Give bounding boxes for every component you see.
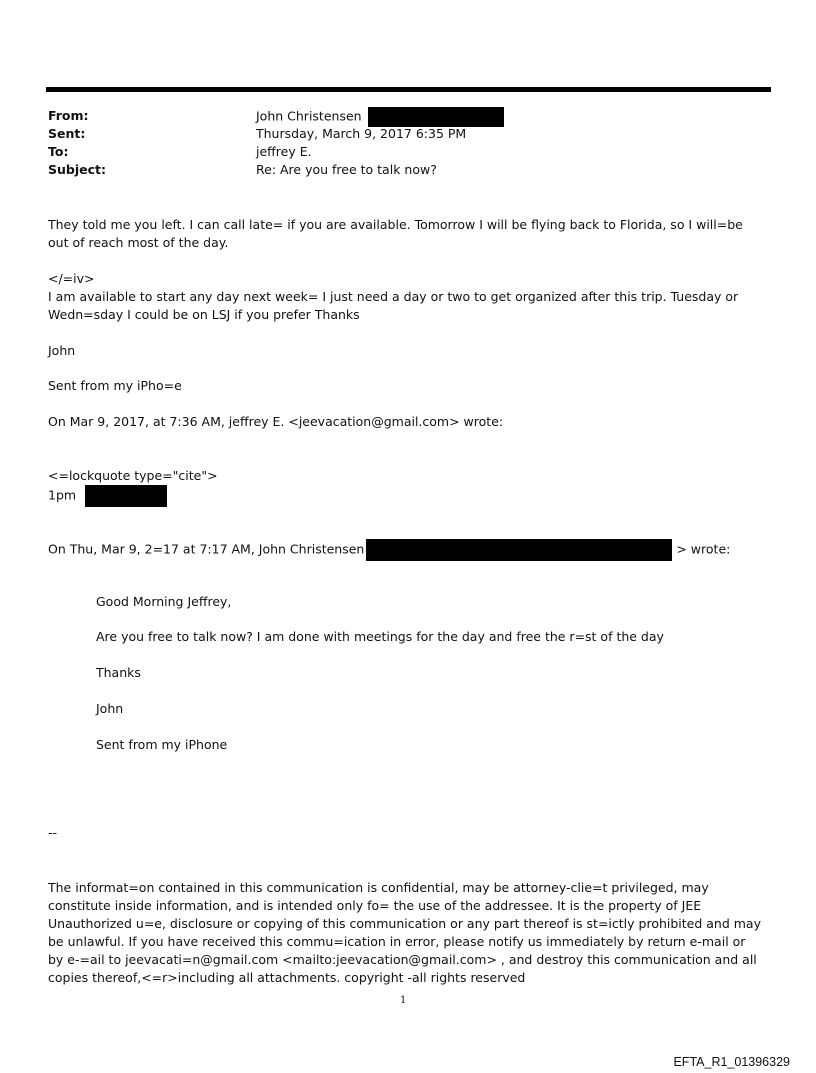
from-label: From: [48,108,89,123]
email-header [48,107,768,182]
inner-quote-intro [48,539,758,561]
to-label: To: [48,144,69,159]
quoted-sent-from: Sent from my iPhone [96,737,228,752]
to-value: jeffrey E. [256,144,312,159]
signature-dashes: -- [48,825,58,840]
from-value [256,107,504,127]
sent-label: Sent: [48,126,86,141]
blockquote-tag-text: <=lockquote type="cite"> [48,468,218,483]
sender-name: John Christensen [256,108,362,124]
div-tag-text: </=iv> [48,271,95,286]
redaction-box [368,107,504,127]
signoff: John [48,343,76,358]
time-line [48,485,758,507]
header-rule [46,87,771,92]
quote-intro: On Mar 9, 2017, at 7:36 AM, jeffrey E. <jeevacation@gmail.com> wrote: [48,414,504,429]
quoted-thanks: Thanks [96,665,141,680]
page-number: 1 [400,995,407,1006]
sent-from-line: Sent from my iPho=e [48,378,182,393]
quoted-greeting: Good Morning Jeffrey, [96,594,232,609]
quoted-name: John [96,701,124,716]
body-paragraph-1: They told me you left. I can call late= if you are available. Tomorrow I will be flying back to Florida, so I will=be out of reach most of the day. [48,217,743,250]
sent-value: Thursday, March 9, 2017 6:35 PM [256,126,467,141]
quoted-question: Are you free to talk now? I am done with meetings for the day and free the r=st of the day [96,629,664,644]
time-text: 1pm [48,487,77,503]
bates-number: EFTA_R1_01396329 [673,1055,790,1069]
inner-intro-suffix: > wrote: [676,541,731,557]
redaction-box [366,539,672,561]
redaction-box [85,485,167,507]
confidentiality-disclaimer: The informat=on contained in this communication is confidential, may be attorney-clie=t privileged, may constitute inside information, and is intended only fo= the use of the addressee. It is the property of JEE Unauthorized u=e, disclosure or copying of this communication or any part thereof is st=ictly prohibited and may be unlawful. If you have received this commu=ication in error, please notify us immediately by return e-mail or by e-=ail to jeevacati=n@gmail.com <mailto:jeevacation@gmail.com> , and destroy this communication and all copies thereof,<=r>including all attachments. copyright -all rights reserved [48,880,761,985]
subject-value: Re: Are you free to talk now? [256,162,437,177]
subject-label: Subject: [48,162,106,177]
body-paragraph-2: I am available to start any day next week= I just need a day or two to get organized after this trip. Tuesday or Wedn=sday I could be on LSJ if you prefer Thanks [48,289,739,322]
inner-intro-prefix: On Thu, Mar 9, 2=17 at 7:17 AM, John Christensen [48,541,365,557]
